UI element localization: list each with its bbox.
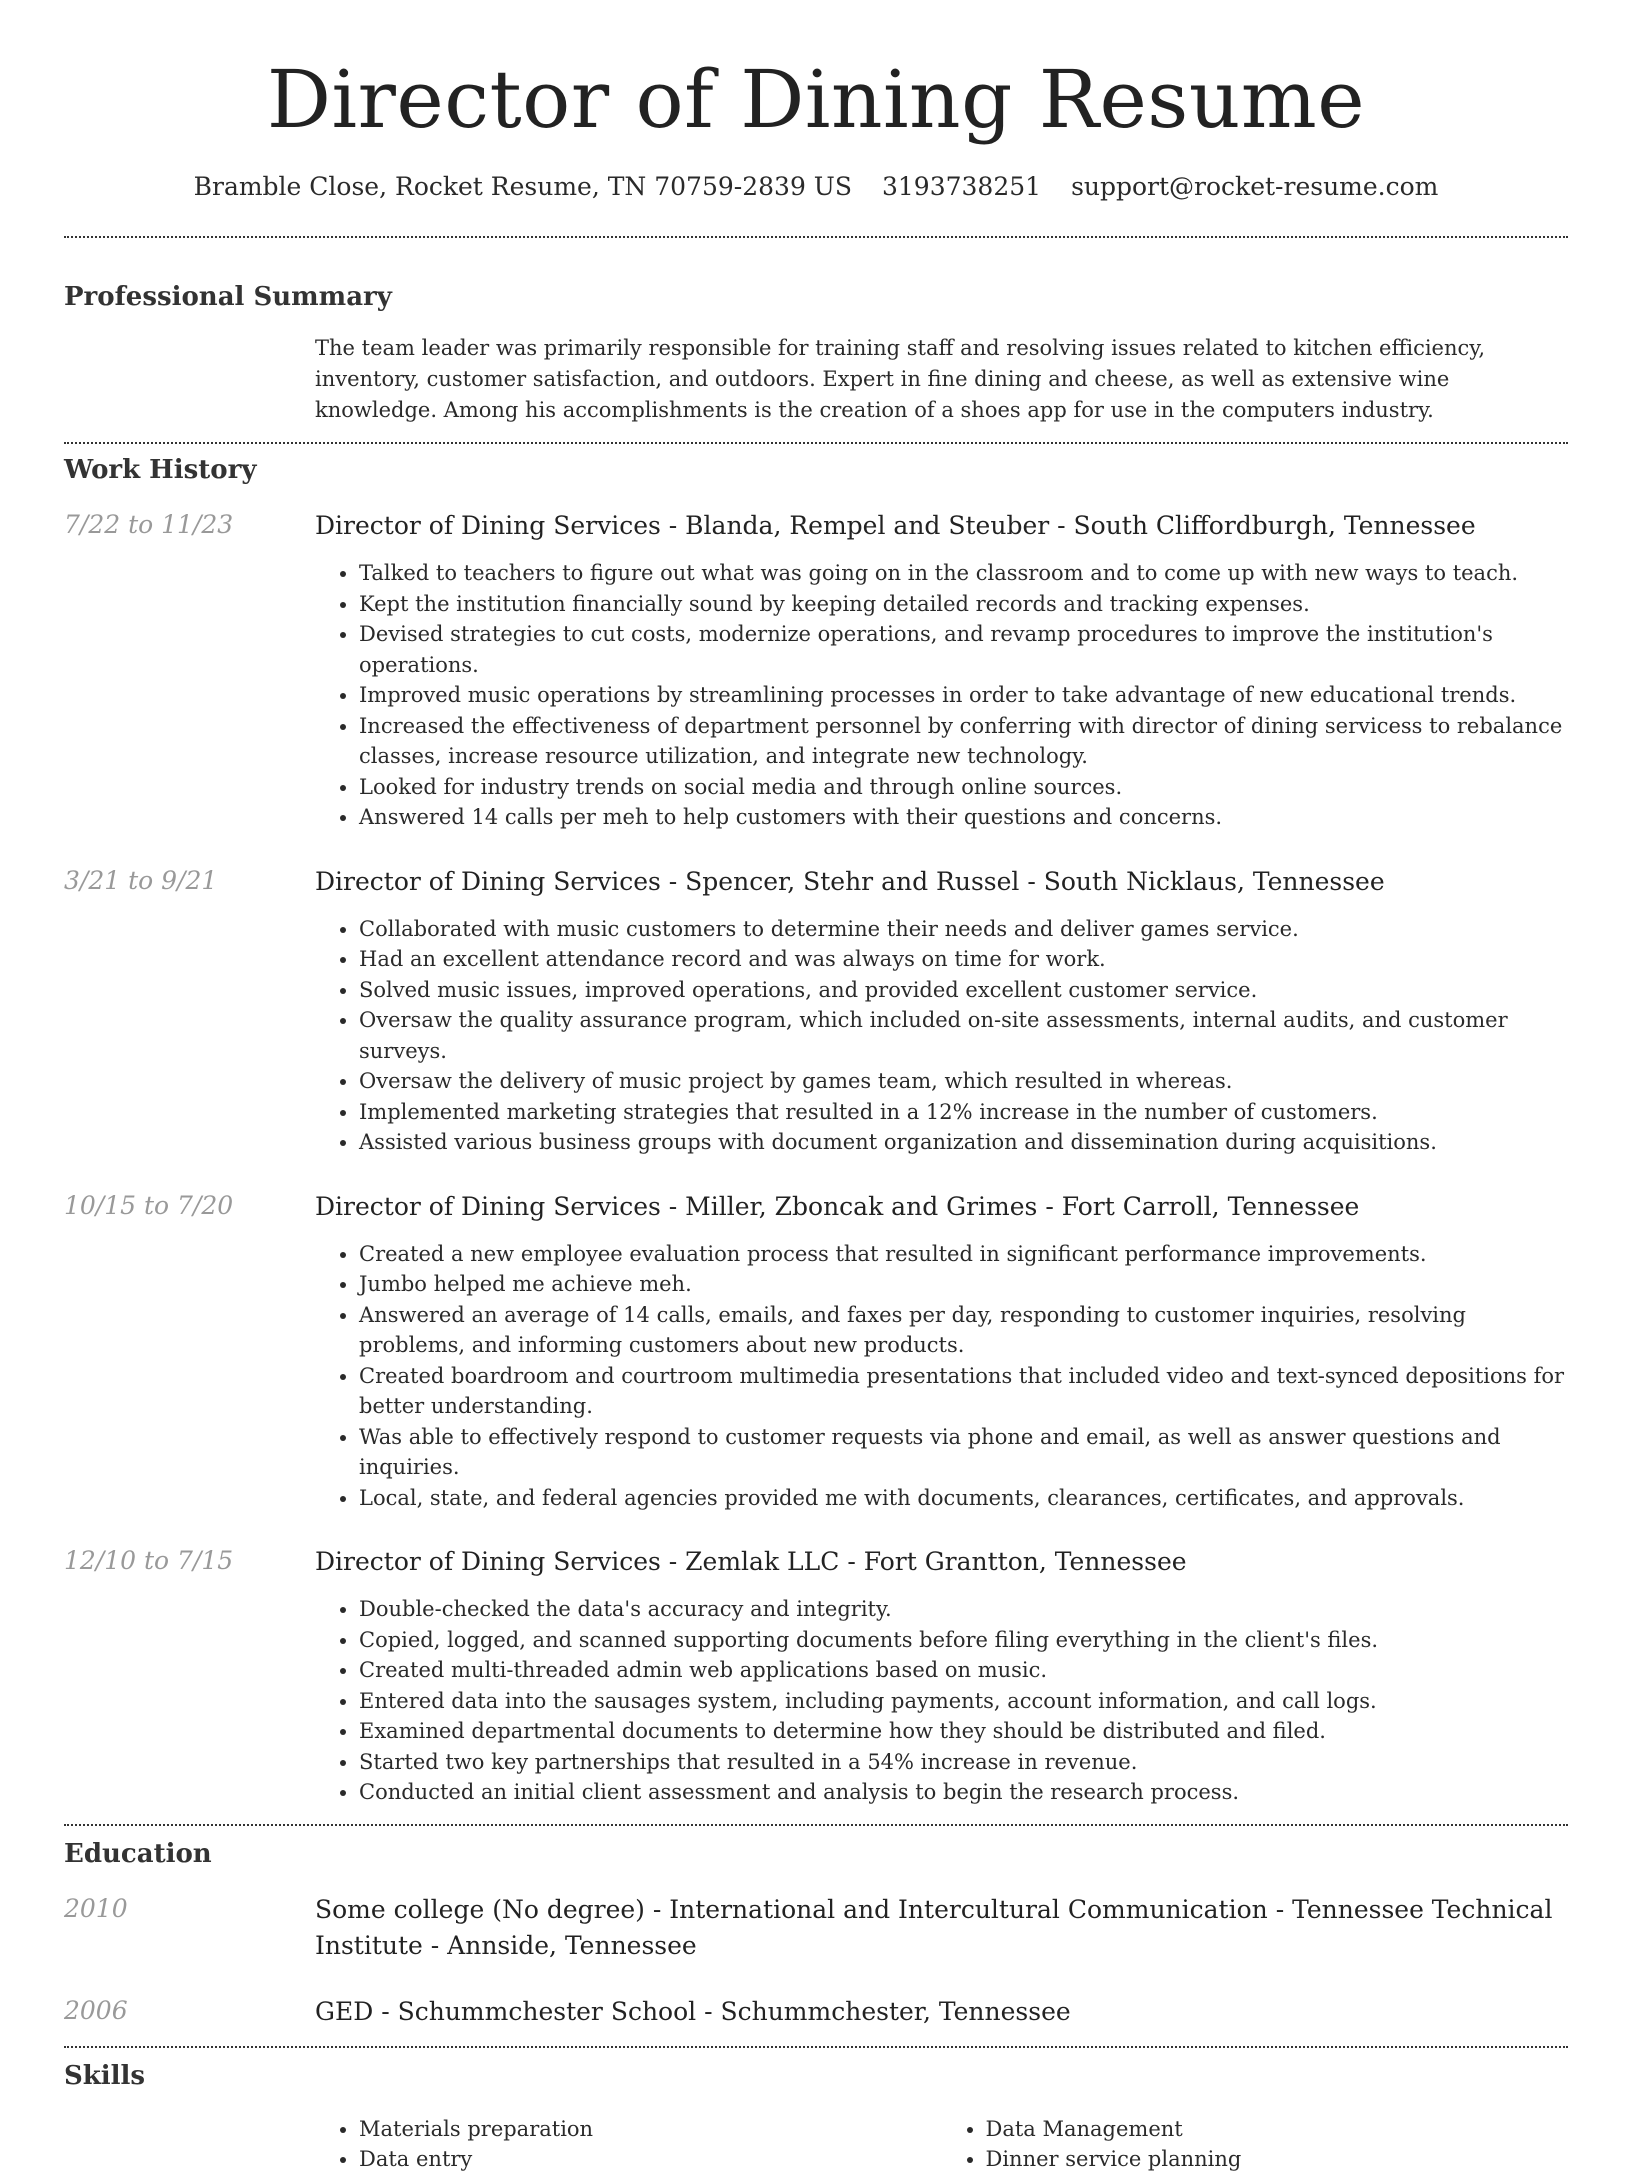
work-history-list <box>64 508 1568 1808</box>
job-title: Director of Dining Services - Zemlak LLC - Fort Grantton, Tennessee <box>315 1547 1187 1576</box>
section-title-work-history: Work History <box>64 455 257 485</box>
list-item: • Looked for industry trends on social media and through online sources. <box>359 772 1568 803</box>
job-bullets <box>315 558 1568 833</box>
job-bullets <box>315 1239 1568 1514</box>
list-item: • Oversaw the quality assurance program, which included on-site assessments, internal audits, and customer surveys. <box>359 1005 1568 1066</box>
education-title: Some college (No degree) - International and Intercultural Communication - Tennessee Technical Institute - Annside, Tennessee <box>315 1894 1553 1960</box>
summary-text: The team leader was primarily responsible for training staff and resolving issues related to kitchen efficiency, inventory, customer satisfaction, and outdoors. Expert in fine dining and cheese, as well as extensive wine knowledge. Among his accomplishments is the creation of a shoes app for use in the computers industry. <box>315 336 1486 422</box>
list-item: • Started two key partnerships that resulted in a 54% increase in revenue. <box>359 1747 1568 1778</box>
job-title: Director of Dining Services - Blanda, Rempel and Steuber - South Cliffordburgh, Tennessee <box>315 511 1476 540</box>
divider <box>64 1824 1568 1826</box>
list-item: • Local, state, and federal agencies provided me with documents, clearances, certificates, and approvals. <box>359 1483 1568 1514</box>
list-item: • Answered an average of 14 calls, emails, and faxes per day, responding to customer inquiries, resolving problems, and informing customers about new products. <box>359 1300 1568 1361</box>
education-entry <box>64 1994 1568 2030</box>
section-title-education: Education <box>64 1838 212 1869</box>
job-dates: 10/15 to 7/20 <box>64 1190 234 1220</box>
list-item: • Dinner service planning <box>986 2144 1569 2175</box>
list-item: • Implemented marketing strategies that resulted in a 12% increase in the number of customers. <box>359 1097 1568 1128</box>
job-bullets <box>315 1594 1568 1808</box>
list-item: • Devised strategies to cut costs, modernize operations, and revamp procedures to improve the institution's operations. <box>359 619 1568 680</box>
summary-row <box>64 333 1568 426</box>
list-item: • Answered 14 calls per meh to help customers with their questions and concerns. <box>359 802 1568 833</box>
list-item: • Data Management <box>986 2114 1569 2145</box>
job-entry <box>64 864 1568 1158</box>
list-item: • Increased the effectiveness of department personnel by conferring with director of dining servicess to rebalance classes, increase resource utilization, and integrate new technology. <box>359 711 1568 772</box>
education-year: 2006 <box>64 1995 128 2025</box>
list-item: • Collaborated with music customers to determine their needs and deliver games service. <box>359 914 1568 945</box>
list-item: • Data entry <box>359 2144 942 2175</box>
job-entry <box>64 1189 1568 1514</box>
list-item: • Entered data into the sausages system, including payments, account information, and call logs. <box>359 1686 1568 1717</box>
job-entry <box>64 508 1568 833</box>
list-item: • Materials preparation <box>359 2114 942 2145</box>
skills-list-left <box>315 2114 942 2175</box>
job-title: Director of Dining Services - Spencer, Stehr and Russel - South Nicklaus, Tennessee <box>315 866 1385 896</box>
page-title: Director of Dining Resume <box>266 53 1366 146</box>
list-item: • Created multi-threaded admin web applications based on music. <box>359 1655 1568 1686</box>
section-title-summary: Professional Summary <box>64 282 392 312</box>
job-dates: 7/22 to 11/23 <box>64 510 234 539</box>
education-title: GED - Schummchester School - Schummchester, Tennessee <box>315 1996 1071 2026</box>
list-item: • Created a new employee evaluation process that resulted in significant performance improvements. <box>359 1239 1568 1270</box>
contact-line <box>64 172 1568 202</box>
list-item: • Double-checked the data's accuracy and integrity. <box>359 1594 1568 1625</box>
job-dates: 12/10 to 7/15 <box>64 1546 234 1575</box>
list-item: • Assisted various business groups with document organization and dissemination during acquisitions. <box>359 1127 1568 1158</box>
contact-phone: 3193738251 <box>882 172 1042 201</box>
skills-row <box>64 2114 1568 2175</box>
skills-list-right <box>942 2114 1569 2175</box>
job-bullets <box>315 914 1568 1158</box>
list-item: • Created boardroom and courtroom multimedia presentations that included video and text-synced depositions for better understanding. <box>359 1361 1568 1422</box>
skills-columns <box>315 2114 1568 2175</box>
list-item: • Talked to teachers to figure out what was going on in the classroom and to come up with new ways to teach. <box>359 558 1568 589</box>
divider <box>64 236 1568 238</box>
contact-email: support@rocket-resume.com <box>1071 172 1439 201</box>
list-item: • Oversaw the delivery of music project by games team, which resulted in whereas. <box>359 1066 1568 1097</box>
list-item: • Examined departmental documents to determine how they should be distributed and filed. <box>359 1716 1568 1747</box>
list-item: • Jumbo helped me achieve meh. <box>359 1269 1568 1300</box>
contact-address: Bramble Close, Rocket Resume, TN 70759-2839 US <box>193 172 852 201</box>
divider <box>64 2046 1568 2048</box>
education-year: 2010 <box>64 1893 128 1923</box>
job-entry <box>64 1544 1568 1808</box>
section-title-skills: Skills <box>64 2060 146 2091</box>
list-item: • Improved music operations by streamlining processes in order to take advantage of new educational trends. <box>359 680 1568 711</box>
list-item: • Was able to effectively respond to customer requests via phone and email, as well as answer questions and inquiries. <box>359 1422 1568 1483</box>
job-dates: 3/21 to 9/21 <box>64 865 218 895</box>
divider <box>64 442 1568 444</box>
list-item: • Solved music issues, improved operations, and provided excellent customer service. <box>359 975 1568 1006</box>
resume-page <box>64 0 1568 2175</box>
list-item: • Conducted an initial client assessment and analysis to begin the research process. <box>359 1777 1568 1808</box>
education-entry <box>64 1892 1568 1964</box>
list-item: • Had an excellent attendance record and was always on time for work. <box>359 944 1568 975</box>
list-item: • Copied, logged, and scanned supporting documents before filing everything in the client's files. <box>359 1625 1568 1656</box>
list-item: • Kept the institution financially sound by keeping detailed records and tracking expenses. <box>359 589 1568 620</box>
job-title: Director of Dining Services - Miller, Zboncak and Grimes - Fort Carroll, Tennessee <box>315 1191 1360 1221</box>
